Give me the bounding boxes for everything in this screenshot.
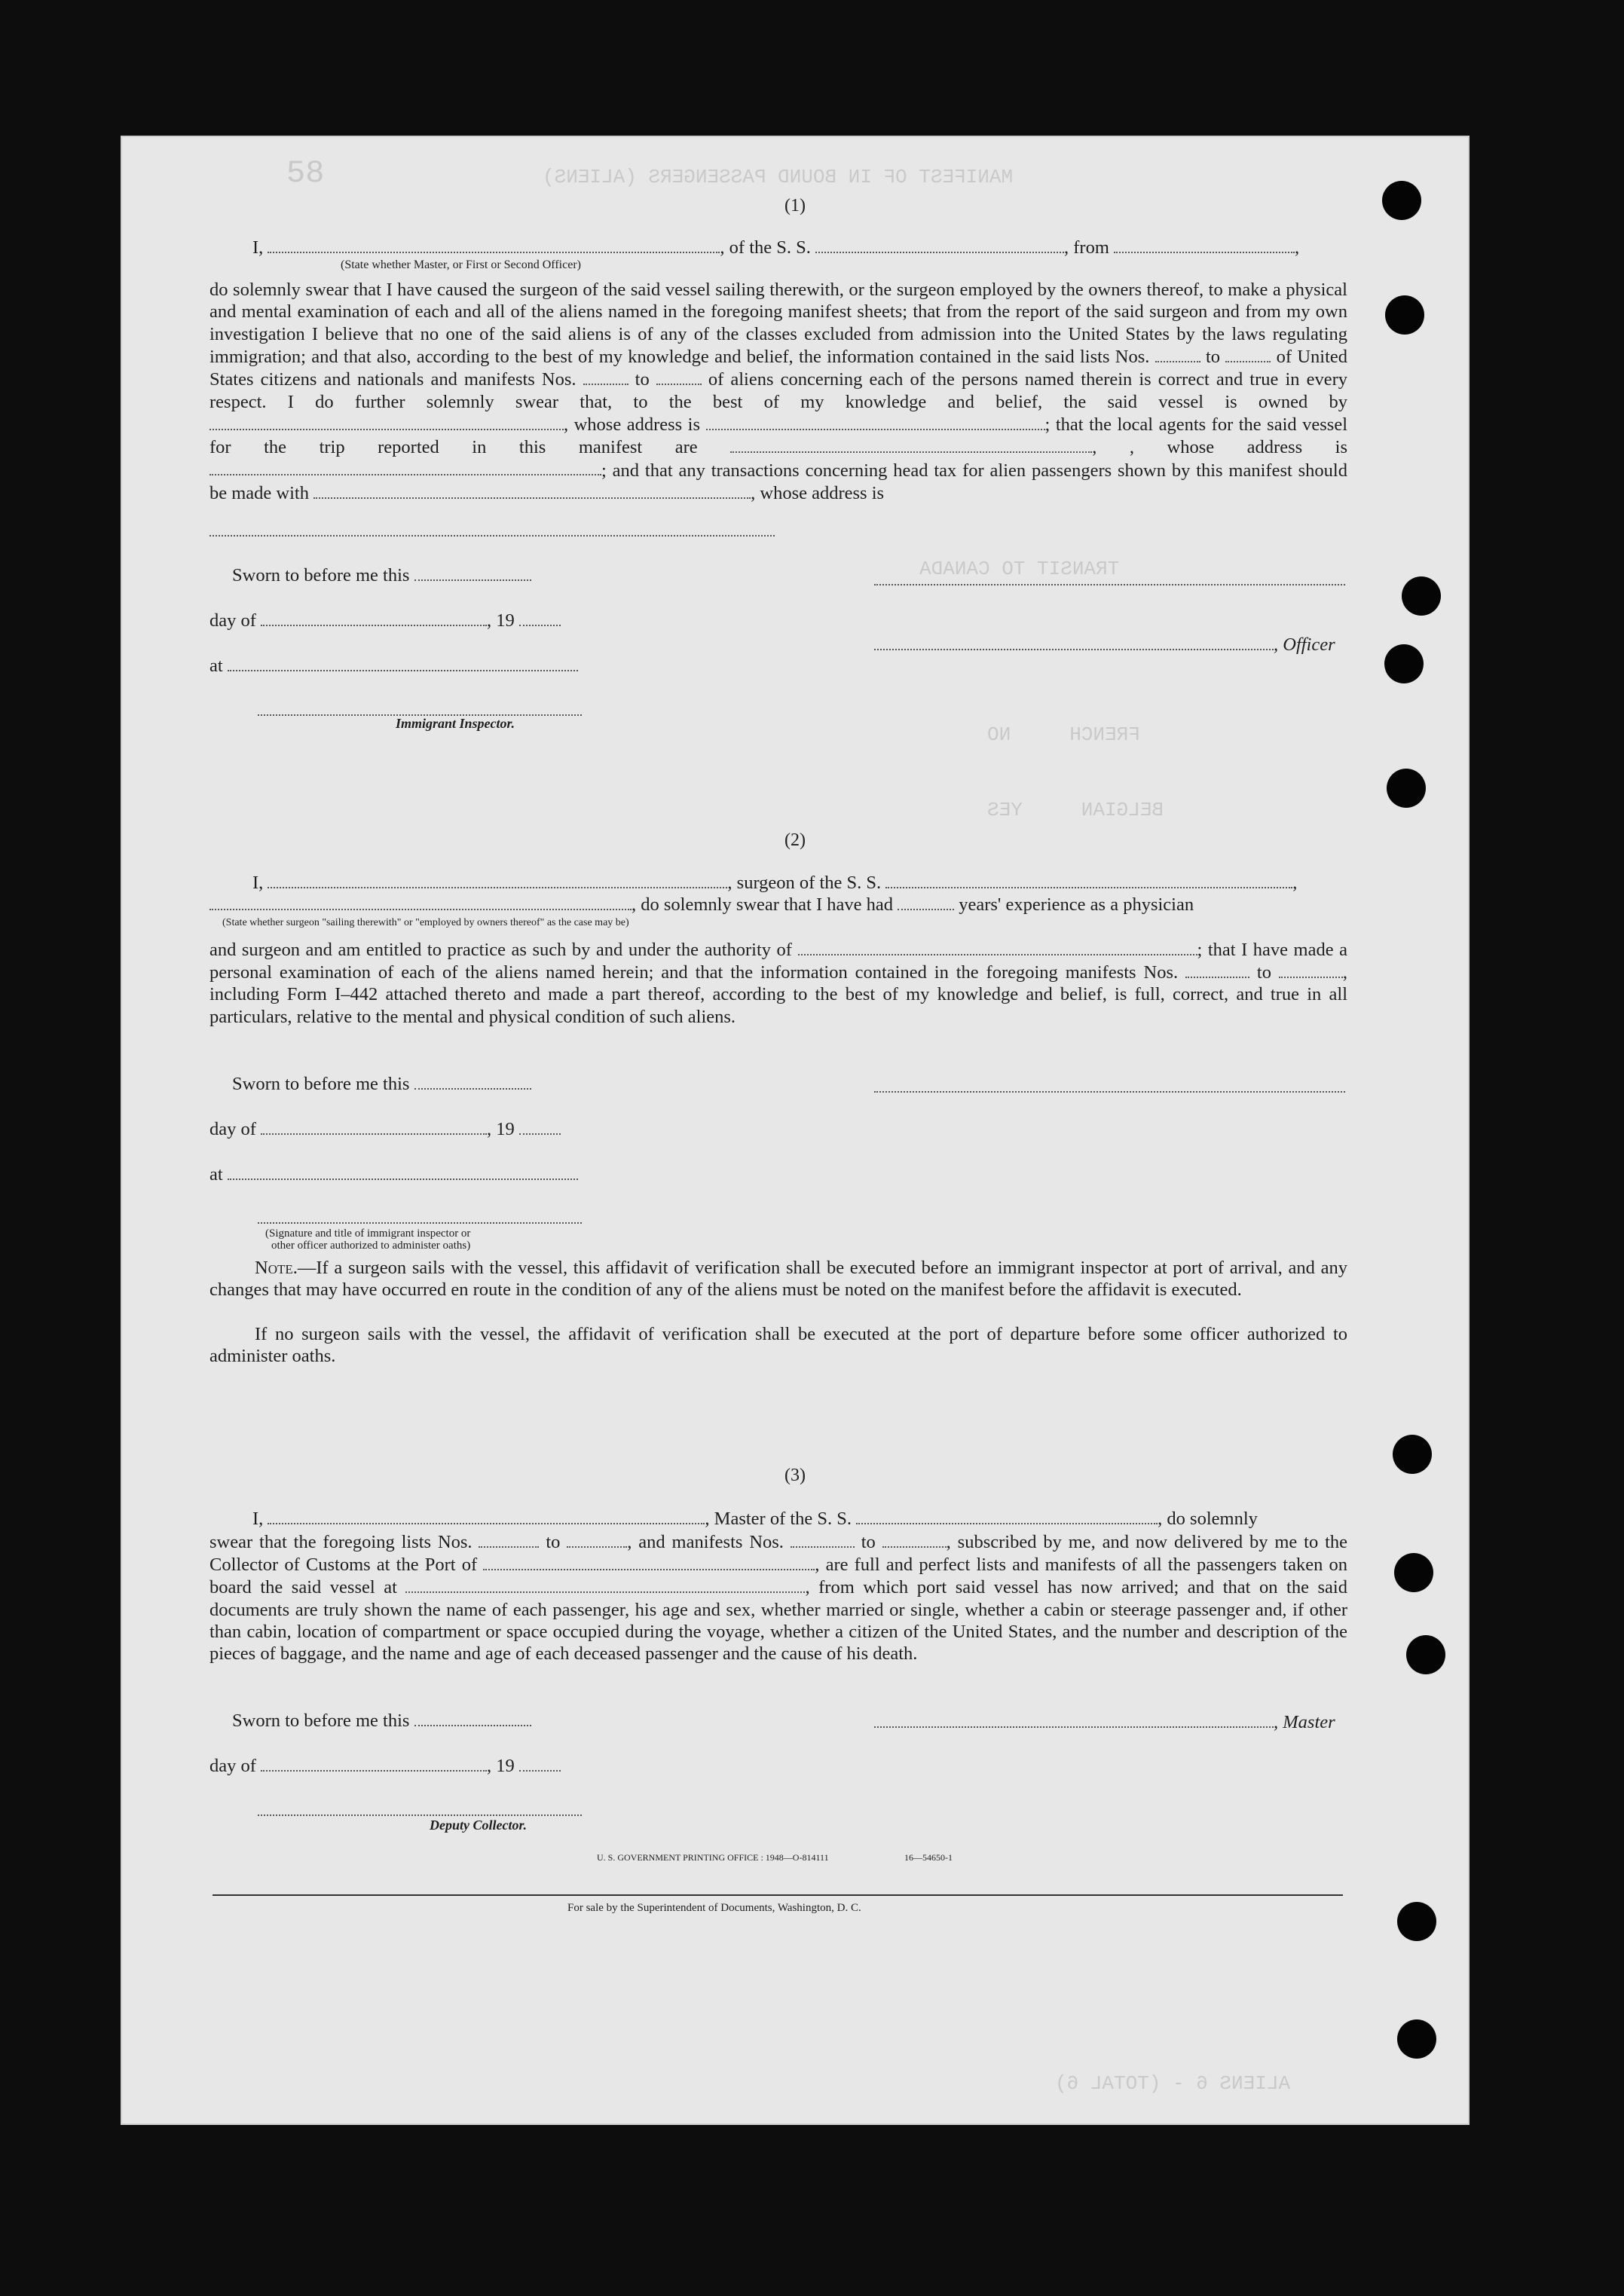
section-2-number: (2) [784, 830, 806, 850]
binder-hole [1397, 2019, 1436, 2059]
document-page [121, 136, 1470, 2125]
lists-to-field [1225, 345, 1271, 362]
s1-right-signature-line [874, 584, 1345, 585]
bleed-through-text: FRENCH NO [987, 723, 1140, 746]
s3-sworn-date-field [414, 1711, 531, 1726]
form-number: 16—54650-1 [904, 1852, 953, 1863]
s2-sworn: Sworn to before me this [232, 1074, 531, 1095]
binder-hole [1382, 181, 1421, 220]
manifests-from-field [583, 368, 628, 385]
surgeon-caption: (State whether surgeon "sailing therewith" or "employed by owners thereof" as the case may be) [222, 917, 629, 928]
officer-signature-field [874, 635, 1274, 650]
agents-field [730, 436, 1092, 453]
year-field [519, 611, 561, 626]
s1-line1: I, , of the S. S. , from , [252, 237, 1300, 258]
surgeon-note-2: If no surgeon sails with the vessel, the affidavit of verification shall be executed at the port of departure before some officer authorized to administer oaths. [209, 1324, 1347, 1367]
s3-line1: I, , Master of the S. S. , do solemnly [252, 1509, 1258, 1529]
officer-caption: (State whether Master, or First or Second Officer) [341, 258, 581, 271]
note-label: Note. [255, 1258, 298, 1278]
page-number: 58 [286, 155, 325, 191]
s2-day-of: day of , 19 [209, 1119, 561, 1140]
s3-sworn: Sworn to before me this [232, 1711, 531, 1732]
s2-at-field [228, 1165, 578, 1180]
section-1-oath: do solemnly swear that I have caused the surgeon of the said vessel sailing therewith, or the surgeon employed by the owners thereof, to make a physical and mental examination of each and all of the aliens named in the foregoing manifest sheets; that from the report of the said surgeon and from my own investigation I believe that no one of the said aliens is of any of the classes excluded from admission into the United States by the laws regulating immigration; and that also, according to the best of my knowledge and belief, the information contained in the said lists Nos. to of United States citizens and nationals and manifests Nos. to of aliens concerning each of the persons named therein is correct and true in every respect. I do further solemnly swear that, to the best of my knowledge and belief, the said vessel is owned by , whose address is ; that the local agents for the said vessel for the trip reported in this manifest are , , whose address is ; and that any transactions concerning head tax for alien passengers shown by this manifest should be made with , whose address is [209, 280, 1348, 503]
port-of-field [483, 1553, 815, 1570]
s1-ship-label: , of the S. S. [720, 237, 811, 258]
footer-divider [213, 1894, 1343, 1896]
s2-manifests-to-field [1279, 961, 1343, 978]
master-signature-field [874, 1713, 1274, 1728]
binder-hole [1387, 769, 1426, 808]
s2-year-field [519, 1120, 561, 1135]
surgeon-name-field [268, 873, 727, 888]
s2-ship-field [885, 873, 1292, 888]
owner-field [209, 413, 564, 430]
ship-name-field [815, 238, 1064, 253]
section-3-oath: swear that the foregoing lists Nos. to , and manifests Nos. to , subscribed by me, and now delivered by me to the Collector of Customs at the Port of , are full and perfect lists and manifests of all the passengers taken on board the said vessel at , from which port said vessel has now arrived; and that on the said documents are truly shown the name of each passenger, his age and sex, whether married or single, whether a cabin or steerage passenger and, if other than cabin, location of compartment or space occupied during the voyage, whether a citizen of the United States, and the number and description of the pieces of baggage, and the name and age of each deceased passenger and the cause of his death. [209, 1531, 1348, 1665]
s1-sworn: Sworn to before me this [232, 565, 531, 586]
s2-sworn-date-field [414, 1075, 531, 1090]
bleed-through-text: BELGIAN YES [987, 799, 1164, 821]
lists-from-field [1155, 345, 1200, 362]
at-field [228, 656, 578, 671]
day-of-field [261, 611, 487, 626]
s1-day-of: day of , 19 [209, 610, 561, 631]
s3-lists-to-field [567, 1530, 627, 1548]
bleed-through-text: TRANSIT TO CANADA [919, 558, 1120, 580]
binder-hole [1393, 1435, 1432, 1474]
s2-at: at [209, 1164, 578, 1185]
binder-hole [1406, 1635, 1445, 1674]
s3-day-of: day of , 19 [209, 1756, 561, 1777]
surgeon-note: Note.—If a surgeon sails with the vessel, this affidavit of verification shall be executed before an immigrant inspector at port of arrival, and any changes that may have occurred en route in the condition of any of the aliens must be noted on the manifest before the affidavit is executed. [209, 1258, 1347, 1301]
s2-sig-caption-1: (Signature and title of immigrant inspector or [265, 1227, 471, 1240]
s3-master-signature: , Master [874, 1712, 1335, 1733]
authority-field [798, 938, 1197, 955]
s1-officer: , Officer [874, 634, 1335, 656]
s2-sig-caption-2: other officer authorized to administer oaths) [271, 1240, 471, 1252]
s2-line1: I, , surgeon of the S. S. , [252, 873, 1298, 893]
s3-lists-from-field [479, 1530, 539, 1548]
s3-day-of-field [261, 1756, 487, 1772]
s2-inspector-signature-line [258, 1222, 582, 1224]
bleed-through-text: MANIFEST OF IN BOUND PASSENGERS (ALIENS) [543, 166, 1014, 188]
bleed-through-text: ALIENS 6 - (TOTAL 6) [1055, 2072, 1291, 2095]
s3-manifests-to-field [882, 1530, 947, 1548]
s3-year-field [519, 1756, 561, 1772]
surgeon-status-field [209, 895, 632, 910]
binder-hole [1384, 644, 1424, 683]
section-1-number: (1) [784, 196, 806, 216]
surgeon-signature-line [874, 1091, 1345, 1093]
owner-address-field [706, 413, 1045, 430]
manifests-to-field [656, 368, 702, 385]
s2-line2: , do solemnly swear that I have had years' experience as a physician [209, 894, 1194, 916]
gpo-imprint: U. S. GOVERNMENT PRINTING OFFICE : 1948—O-814111 [597, 1852, 829, 1863]
s3-manifests-from-field [791, 1530, 855, 1548]
s1-i: I, [252, 237, 264, 258]
binder-hole [1385, 295, 1424, 335]
s1-from-label: , from [1064, 237, 1109, 258]
s2-day-of-field [261, 1120, 487, 1135]
agents-address-field [209, 459, 601, 476]
s3-ship-field [856, 1509, 1158, 1524]
years-experience-field [898, 895, 954, 910]
officer-name-field [268, 238, 720, 253]
s1-at: at [209, 656, 578, 677]
sale-notice: For sale by the Superintendent of Documents, Washington, D. C. [567, 1902, 861, 1914]
s2-manifests-from-field [1185, 961, 1249, 978]
binder-hole [1397, 1902, 1436, 1941]
departure-port-field [405, 1576, 805, 1593]
binder-hole [1394, 1553, 1433, 1592]
section-2-oath: and surgeon and am entitled to practice as such by and under the authority of ; that I have made a personal examination of each of the aliens named herein; and that the information contained in the foregoing manifests Nos. to , including Form I–442 attached thereto and made a part thereof, according to the best of my knowledge and belief, is full, correct, and true in all particulars, relative to the mental and physical condition of such aliens. [209, 939, 1348, 1027]
collector-signature-line [258, 1814, 582, 1816]
section-3-number: (3) [784, 1466, 806, 1485]
collector-caption: Deputy Collector. [430, 1818, 527, 1833]
inspector-caption: Immigrant Inspector. [396, 716, 515, 731]
from-port-field [1114, 238, 1295, 253]
master-name-field [268, 1509, 705, 1524]
sworn-date-field [414, 566, 531, 581]
head-tax-field [313, 482, 751, 499]
binder-hole [1402, 576, 1441, 616]
head-tax-address-line [209, 535, 775, 537]
